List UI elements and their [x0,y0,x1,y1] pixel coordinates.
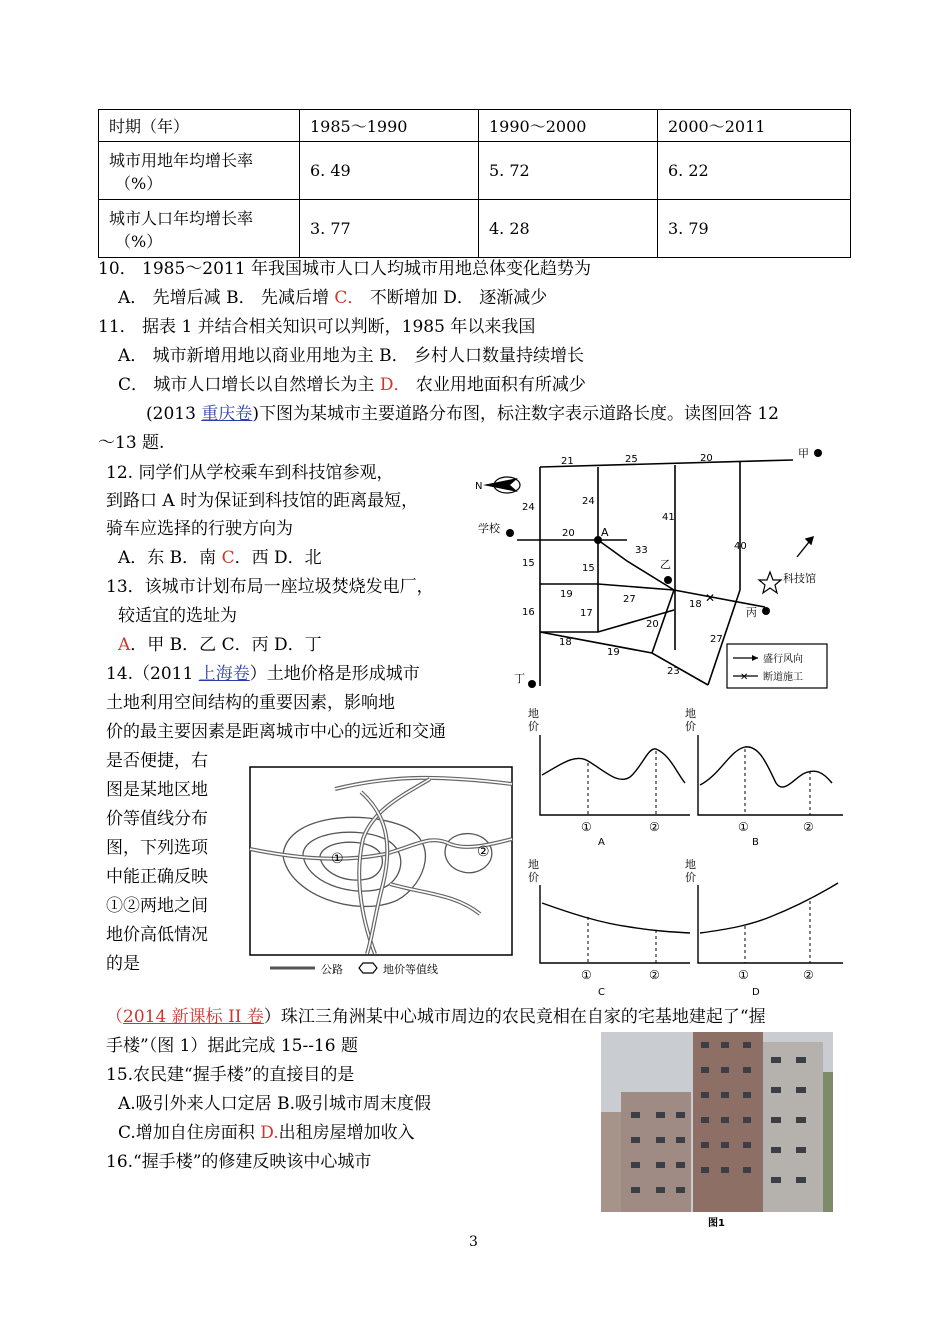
handshake-buildings-photo [601,1032,833,1212]
price-curve [700,747,832,787]
contour-point-2: ② [477,844,490,860]
place-yi-label: 乙 [660,558,671,571]
place-bing-label: 丙 [746,606,757,619]
intro-12-13 [146,401,779,427]
table-cell: 3. 79 [658,200,851,258]
building-left2 [621,1092,691,1212]
q10-opt-cd: 不断增加 D． 逐渐减少 [364,288,548,308]
length-label: 19 [560,589,573,600]
graph-ylabel: 地 [528,858,539,871]
q14-line: 价的最主要因素是距离城市中心的远近和交通 [106,722,446,742]
table-header-row [99,110,851,142]
graph-ylabel: 价 [685,871,696,884]
intro-open: （ [106,1007,123,1027]
q15-options-ab: A.吸引外来人口定居 B.吸引城市周末度假 [118,1094,431,1114]
table-row-label [99,200,300,258]
q11-opt-d-text: 农业用地面积有所减少 [410,375,586,395]
q14-line: 价等值线分布 [106,809,208,829]
length-label: 23 [667,666,680,677]
source-link-shanghai[interactable]: 上海卷 [198,664,250,684]
legend-road-label: 公路 [321,963,343,976]
q13-line2: 较适宜的选址为 [118,606,237,626]
length-label: 41 [662,512,675,523]
length-label: 20 [646,619,659,630]
q11-opt-c: C． 城市人口增长以自然增长为主 [118,375,380,395]
length-label: 17 [580,608,593,619]
graph-label-c: C [598,987,605,998]
intro-post: ）珠江三角洲某中心城市周边的农民竟相在自家的宅基地建起了“握 [263,1007,766,1027]
legend-wind-label: 盛行风向 [763,654,803,665]
length-label: 25 [625,454,638,465]
row-label-text: 城市人口年均增长率 [109,208,254,228]
north-label: N [475,481,483,492]
wind-direction-arrow-icon [797,537,813,557]
length-label: 24 [582,496,595,507]
q16-stem: 16.“握手楼”的修建反映该中心城市 [106,1152,372,1172]
q11-stem: 11． 据表 1 并结合相关知识可以判断，1985 年以来我国 [98,317,536,337]
blocked-road-icon: ✕ [705,591,716,605]
q12-options [118,545,322,571]
length-label: 15 [582,563,595,574]
table-cell: 6. 49 [300,142,479,200]
q13-line1: 13．该城市计划布局一座垃圾焚烧发电厂， [106,577,434,597]
q12-line1: 12. 同学们从学校乘车到科技馆参观， [106,463,394,483]
road [674,590,765,607]
road [540,460,793,467]
graph-ylabel: 地 [685,858,696,871]
school-dot [506,529,514,537]
table-header-cell: 1985～1990 [300,110,479,142]
page-number: 3 [469,1234,478,1250]
legend-contour-label: 地价等值线 [383,963,438,976]
graph-b [685,706,843,848]
q11-options-ab: A． 城市新增用地以商业用地为主 B． 乡村人口数量持续增长 [118,346,584,366]
graph-label-a: A [598,837,605,848]
q12-opt-cd: ．西 D．北 [234,548,322,568]
table-row [99,200,851,258]
q14-line: 是否便捷，右 [106,751,208,771]
graph-ylabel: 地 [685,707,696,720]
q11-options-cd [118,372,586,398]
road-map-figure [470,440,850,700]
source-link-2014[interactable]: 2014 新课标 II 卷 [123,1007,264,1027]
axis-point-1: ① [738,968,749,982]
graph-label-b: B [752,837,759,848]
length-label: 18 [559,637,572,648]
graph-label-d: D [752,987,760,998]
table-row [99,142,851,200]
museum-label: 科技馆 [783,572,816,585]
q12-answer-c: C [221,548,235,568]
axis-point-2: ② [803,968,814,982]
legend-blocked-icon: ✕ [740,672,749,683]
q13-options [118,632,322,658]
graph-ylabel: 地 [528,707,539,720]
place-yi-dot [664,576,672,584]
q15-opt-d-text: 出租房屋增加收入 [278,1123,415,1143]
q15-answer-d: D. [260,1123,279,1143]
length-label: 19 [607,647,620,658]
graph-axes [698,885,843,963]
q14-line1 [106,661,420,687]
graph-axes [698,735,843,815]
figure-1-caption: 图1 [708,1218,725,1229]
legend-blocked-label: 断道施工 [763,672,803,683]
intro-12-13-cont: ～13 题. [98,433,165,453]
price-curve [542,903,690,933]
graph-a [528,706,690,848]
legend-contour-icon [359,963,377,973]
graph-c [528,857,690,998]
axis-point-1: ① [738,820,749,834]
trees [823,1072,833,1212]
q10-stem: 10． 1985～2011 年我国城市人口人均城市用地总体变化趋势为 [98,259,591,279]
graph-ylabel: 价 [685,720,696,733]
q12-opt-ab: A．东 B．南 [118,548,222,568]
q13-opt-rest: ．甲 B．乙 C．丙 D．丁 [130,635,322,655]
axis-point-2: ② [649,968,660,982]
table-row-label [99,142,300,200]
q12-line3: 骑车应选择的行驶方向为 [106,519,293,539]
q15-opt-c: C.增加自住房面积 [118,1123,261,1143]
graph-ylabel: 价 [528,871,539,884]
map-frame [250,767,512,955]
q10-answer-c: C． [334,288,365,308]
price-curve [700,883,838,933]
length-label: 21 [561,456,574,467]
place-ding-dot [528,680,536,688]
length-label: 40 [734,541,747,552]
source-link-chongqing[interactable]: 重庆卷 [201,404,253,424]
north-arrow-icon [475,477,520,493]
row-unit-text: （%） [115,231,163,251]
table-cell: 4. 28 [479,200,658,258]
q15-stem: 15.农民建“握手楼”的直接目的是 [106,1065,355,1085]
q14-post: ）土地价格是形成城市 [249,664,420,684]
q14-line: 图，下列选项 [106,838,208,858]
place-jia-label: 甲 [798,447,809,460]
growth-rate-table [98,109,851,258]
q14-line: 图是某地区地 [106,780,208,800]
q11-answer-d: D． [379,375,411,395]
q14-line: 地价高低情况 [106,925,208,945]
table-cell: 6. 22 [658,142,851,200]
axis-point-1: ① [581,968,592,982]
length-label: 24 [522,502,535,513]
length-label: 27 [623,594,636,605]
graph-ylabel: 价 [528,720,539,733]
axis-point-1: ① [581,820,592,834]
land-price-graphs [510,705,850,1000]
axis-point-2: ② [803,820,814,834]
length-label: 18 [689,599,702,610]
length-label: 20 [700,453,713,464]
building-right [763,1042,823,1212]
junction-a-label: A [601,526,609,539]
q12-line2: 到路口 A 时为保证到科技馆的距离最短， [106,491,419,511]
graph-axes [540,735,690,815]
place-jia-dot [814,449,822,457]
price-curve [542,749,685,783]
length-label: 27 [710,634,723,645]
intro-15-16 [106,1004,766,1030]
q14-line: 中能正确反映 [106,867,208,887]
q15-options-cd [118,1120,415,1146]
q14-line: ①②两地之间 [106,896,208,916]
table-header-cell: 1990～2000 [479,110,658,142]
place-ding-label: 丁 [514,672,525,685]
graph-d [685,857,843,998]
intro-post: )下图为某城市主要道路分布图，标注数字表示道路长度。读图回答 12 [252,404,779,424]
school-label: 学校 [478,522,500,535]
road-map-legend [727,644,827,688]
q14-line: 的是 [106,954,140,974]
museum-star-icon [759,572,781,593]
land-price-contour-map [245,764,515,979]
table-cell: 5. 72 [479,142,658,200]
length-label: 16 [522,607,535,618]
q10-opt-ab: A． 先增后减 B． 先减后增 [118,288,335,308]
row-label-text: 城市用地年均增长率 [109,150,254,170]
intro-15-16-cont: 手楼”（图 1）据此完成 15--16 题 [106,1036,358,1056]
q10-options [118,285,547,311]
length-label: 33 [635,545,648,556]
table-header-cell: 时期（年） [99,110,300,142]
place-bing-dot [762,607,770,615]
q14-line: 土地利用空间结构的重要因素，影响地 [106,693,395,713]
axis-point-2: ② [649,820,660,834]
row-unit-text: （%） [115,173,163,193]
contour-point-1: ① [331,851,344,867]
intro-pre: (2013 [146,404,202,424]
table-cell: 3. 77 [300,200,479,258]
q14-pre: 14.（2011 [106,664,199,684]
length-label: 15 [522,558,535,569]
q13-answer-a: A [118,635,131,655]
length-label: 20 [562,528,575,539]
table-header-cell: 2000～2011 [658,110,851,142]
